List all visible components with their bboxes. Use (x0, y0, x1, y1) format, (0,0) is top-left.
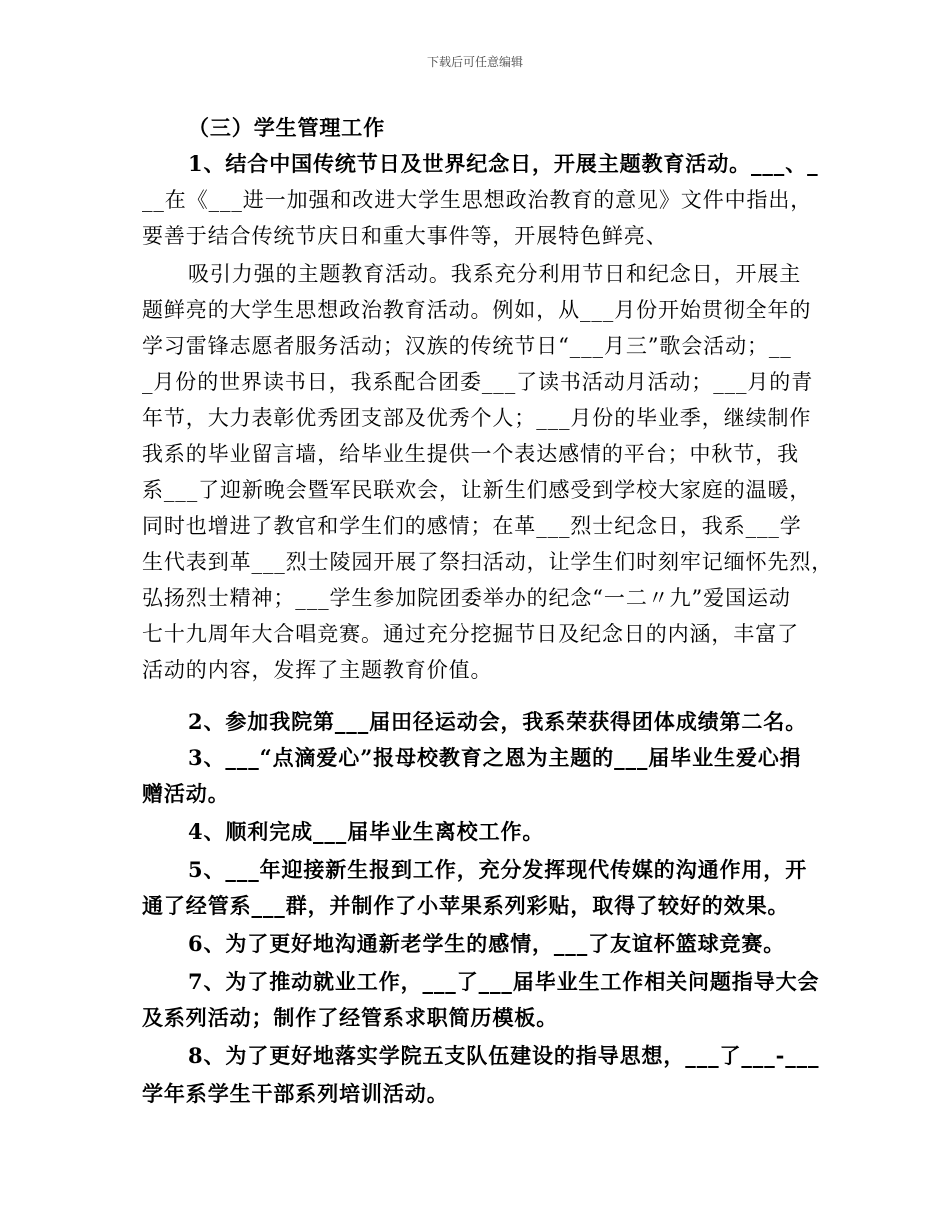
item-6: 6、为了更好地沟通新老学生的感情，___了友谊杯篮球竞赛。 (188, 931, 786, 956)
paragraph-1-line-10: 系___了迎新晚会暨军民联欢会，让新生们感受到学校大家庭的温暖， (142, 478, 812, 502)
item-8-line-1: 8、为了更好地落实学院五支队伍建设的指导思想，___了___-___ (188, 1043, 820, 1068)
paragraph-1-line-3: 要善于结合传统节庆日和重大事件等，开展特色鲜亮、 (142, 224, 668, 248)
paragraph-1-line-4: 吸引力强的主题教育活动。我系充分利用节日和纪念日，开展主 (188, 262, 802, 286)
item-4: 4、顺利完成___届毕业生离校工作。 (188, 819, 545, 844)
item-7-line-2: 及系列活动；制作了经管系求职简历模板。 (142, 1005, 559, 1030)
paragraph-1-line-15: 活动的内容，发挥了主题教育价值。 (142, 658, 493, 682)
item-3-line-2: 赠活动。 (142, 781, 230, 806)
item-5-line-1: 5、___年迎接新生报到工作，充分发挥现代传媒的沟通作用，开 (188, 857, 808, 882)
item-5-line-2: 通了经管系___群，并制作了小苹果系列彩贴，取得了较好的效果。 (142, 893, 790, 918)
paragraph-1-line-6: 学习雷锋志愿者服务活动；汉族的传统节日“___月三”歌会活动；__ (142, 334, 792, 358)
paragraph-1-line-11: 同时也增进了教官和学生们的感情；在革___烈士纪念日，我系___学 (142, 514, 802, 538)
paragraph-1-line-14: 七十九周年大合唱竞赛。通过充分挖掘节日及纪念日的内涵，丰富了 (142, 622, 799, 646)
paragraph-1-line-8: 年节，大力表彰优秀团支部及优秀个人；___月份的毕业季，继续制作 (142, 406, 812, 430)
item-8-line-2: 学年系学生干部系列培训活动。 (142, 1081, 449, 1106)
page-header-note: 下载后可任意编辑 (426, 55, 523, 69)
item-3-line-1: 3、___“点滴爱心”报母校教育之恩为主题的___届毕业生爱心捐 (188, 745, 802, 770)
paragraph-1-line-9: 我系的毕业留言墙，给毕业生提供一个表达感情的平台；中秋节，我 (142, 442, 799, 466)
paragraph-1-line-12: 生代表到革___烈士陵园开展了祭扫活动，让学生们时刻牢记缅怀先烈， (142, 550, 834, 574)
item-2: 2、参加我院第___届田径运动会，我系荣获得团体成绩第二名。 (188, 709, 808, 734)
paragraph-1-line-5: 题鲜亮的大学生思想政治教育活动。例如，从___月份开始贯彻全年的 (142, 298, 812, 322)
paragraph-1-line-1: 1、结合中国传统节日及世界纪念日，开展主题教育活动。___、_ (188, 151, 819, 176)
paragraph-1-line-13: 弘扬烈士精神；___学生参加院团委举办的纪念“一二〃九”爱国运动 (142, 586, 791, 610)
paragraph-1-line-7: _月份的世界读书日，我系配合团委___了读书活动月活动；___月的青 (142, 370, 814, 394)
item-7-line-1: 7、为了推动就业工作，___了___届毕业生工作相关问题指导大会 (188, 969, 820, 994)
section-heading: （三）学生管理工作 (188, 115, 386, 140)
paragraph-1-line-2: __在《___进一加强和改进大学生思想政治教育的意见》文件中指出， (142, 188, 813, 212)
